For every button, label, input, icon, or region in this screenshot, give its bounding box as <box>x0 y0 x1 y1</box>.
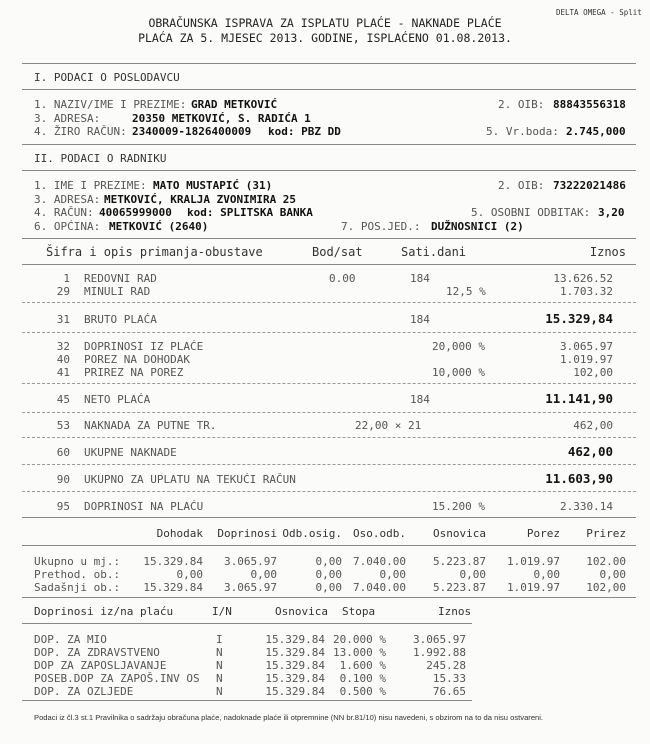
items-header-points: Bod/sat <box>312 245 363 259</box>
divider <box>22 700 472 701</box>
divider <box>22 383 636 384</box>
items-header-hours: Sati.dani <box>401 245 467 259</box>
employer-point-value-label: 5. Vr.boda: <box>486 125 559 138</box>
divider <box>22 597 636 598</box>
employer-address: 20350 METKOVIĆ, S. RADIĆA 1 <box>132 112 311 125</box>
employer-address-label: 3. ADRESA: <box>34 112 101 125</box>
employer-point-value: 2.745,000 <box>566 125 626 138</box>
employee-oib: 73222021486 <box>553 179 626 192</box>
employee-unit: DUŽNOSNICI (2) <box>431 220 524 233</box>
divider <box>22 491 636 492</box>
items-header-amount: Iznos <box>589 245 626 259</box>
items-header-description: Šifra i opis primanja-obustave <box>46 245 263 259</box>
document-title: OBRAČUNSKA ISPRAVA ZA ISPLATU PLAĆE - NAKNADE PLAĆE <box>148 16 502 30</box>
employee-account-label: 4. RAČUN: <box>34 206 94 219</box>
brand-label: DELTA OMEGA - Split <box>556 8 642 17</box>
divider <box>22 89 636 90</box>
employee-municipality-label: 6. OPĆINA: <box>34 220 101 233</box>
employer-oib-label: 2. OIB: <box>498 98 545 111</box>
employee-bank-code: kod: SPLITSKA BANKA <box>187 206 313 219</box>
footer-note: Podaci iz čl.3 st.1 Pravilnika o sadržaju obračuna plaće, nadoknade plaće ili otpremnine (NN br.81/10) nisu navedeni, s obzirom na to da nisu ostvareni. <box>34 713 544 722</box>
divider <box>22 302 636 303</box>
divider <box>22 238 636 239</box>
employer-section-heading: I. PODACI O POSLODAVCU <box>34 71 180 84</box>
divider <box>22 144 636 145</box>
employee-name-label: 1. IME I PREZIME: <box>34 179 147 192</box>
divider <box>22 464 636 465</box>
divider <box>22 517 636 518</box>
employer-name-label: 1. NAZIV/IME I PREZIME: <box>34 98 187 111</box>
employee-section-heading: II. PODACI O RADNIKU <box>34 152 167 165</box>
employee-name: MATO MUSTAPIĆ (31) <box>153 179 273 192</box>
divider <box>22 264 636 265</box>
divider <box>22 63 636 64</box>
divider <box>22 332 636 333</box>
employee-municipality: METKOVIĆ (2640) <box>109 220 209 233</box>
employer-oib: 88843556318 <box>553 98 626 111</box>
divider <box>22 170 636 171</box>
employee-unit-label: 7. POS.JED.: <box>341 220 421 233</box>
employee-oib-label: 2. OIB: <box>498 179 545 192</box>
document-subtitle: PLAĆA ZA 5. MJESEC 2013. GODINE, ISPLAĆENO 01.08.2013. <box>138 31 512 45</box>
employee-deduction: 3,20 <box>598 206 625 219</box>
employer-name: GRAD METKOVIĆ <box>191 98 278 111</box>
employer-account-label: 4. ŽIRO RAČUN: <box>34 125 127 138</box>
employee-deduction-label: 5. OSOBNI ODBITAK: <box>471 206 591 219</box>
employer-account: 2340009-1826400009 <box>132 125 252 138</box>
employee-address-label: 3. ADRESA: <box>34 193 101 206</box>
divider <box>22 623 472 624</box>
divider <box>22 412 636 413</box>
employee-account: 40065999000 <box>99 206 172 219</box>
employer-bank-code: kod: PBZ DD <box>268 125 341 138</box>
divider <box>22 545 636 546</box>
employee-address: METKOVIĆ, KRALJA ZVONIMIRA 25 <box>104 193 297 206</box>
divider <box>22 437 636 438</box>
